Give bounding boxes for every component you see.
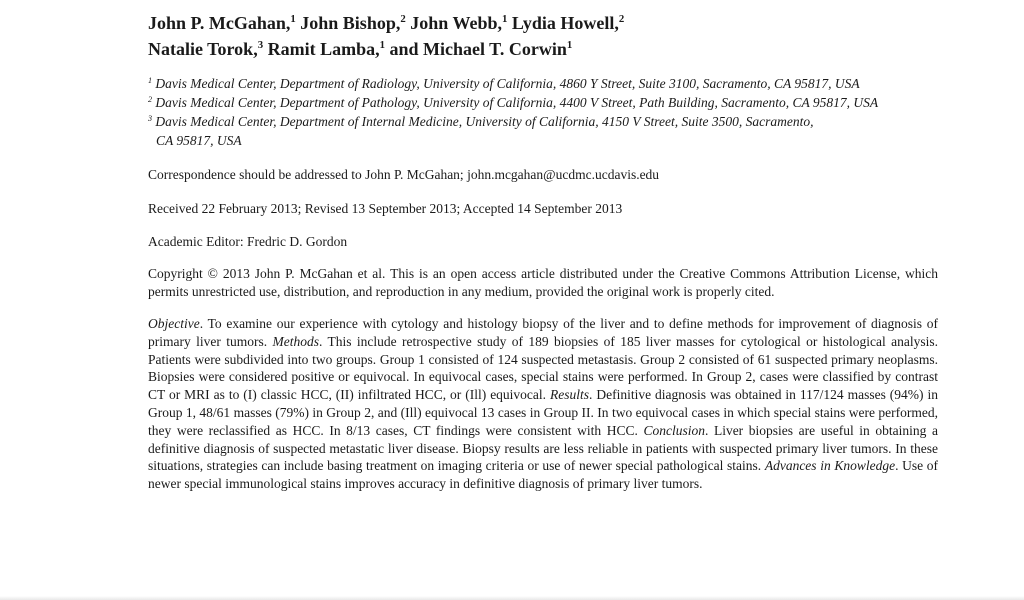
academic-editor: Academic Editor: Fredric D. Gordon — [148, 234, 348, 249]
author-list — [148, 10, 938, 62]
abstract-results: . Definitive diagnosis was obtained in 117/124 masses (94%) in Group 1, 48/61 masses (79%) in Group 2, and (Ill) equivocal 13 cases in Group II. In two equivocal cases in which special stains were performed, they were reclassified as HCC. In 8/13 cases, CT findings were consistent with HCC. — [148, 387, 938, 438]
author: John P. McGahan,$^1$ — [148, 13, 296, 33]
author: Natalie Torok,$^3$ — [148, 39, 264, 59]
affiliation-2: $^2$ Davis Medical Center, Department of Pathology, University of California, 4400 V Street, Path Building, Sacramento, CA 95817, USA — [148, 94, 879, 110]
copyright-notice: Copyright © 2013 John P. McGahan et al. This is an open access article distributed under the Creative Commons Attribution License, which permits unrestricted use, distribution, and reproduction in any medium, provided the original work is properly cited. — [148, 266, 938, 299]
affiliation-3-continued: CA 95817, USA — [156, 133, 242, 148]
abstract-advances: . Use of newer special immunological stains improves accuracy in definitive diagnosis of primary liver tumors. — [148, 458, 938, 492]
affiliations — [148, 74, 938, 150]
abstract-objective: . To examine our experience with cytology and histology biopsy of the liver and to define methods for improvement of diagnosis of primary liver tumors. — [148, 316, 938, 349]
author: John Webb,$^1$ — [410, 13, 508, 33]
page-bottom-edge — [0, 596, 1024, 600]
abstract-methods-label: Methods — [272, 333, 319, 349]
abstract — [148, 315, 938, 493]
author-line-1 — [148, 10, 938, 36]
affiliation-3: $^3$ Davis Medical Center, Department of Internal Medicine, University of California, 4150 V Street, Suite 3500, Sacramento, — [148, 113, 814, 129]
received-dates: Received 22 February 2013; Revised 13 September 2013; Accepted 14 September 2013 — [148, 201, 623, 216]
author-line-2 — [148, 36, 938, 62]
abstract-conclusion-label: Conclusion — [643, 422, 705, 438]
abstract-methods: . This include retrospective study of 189 biopsies of 185 liver masses for cytological or histological analysis. Patients were subdivided into two groups. Group 1 consisted of 124 suspected metastasis. Group 2 consisted of 61 suspected primary neoplasms. Biopsies were considered positive or equivocal. In equivocal cases, special stains were performed. In Group 2, cases were classified by contrast CT or MRI as to (I) classic HCC, (II) infiltrated HCC, or (Ill) equivocal. — [148, 333, 938, 403]
article-front-matter — [148, 10, 938, 506]
abstract-objective-label: Objective — [148, 316, 200, 331]
author: John Bishop,$^2$ — [300, 13, 406, 33]
author: Lydia Howell,$^2$ — [511, 13, 625, 33]
affiliation-1: $^1$ Davis Medical Center, Department of Radiology, University of California, 4860 Y Street, Suite 3100, Sacramento, CA 95817, USA — [148, 75, 860, 91]
abstract-advances-label: Advances in Knowledge — [764, 458, 896, 474]
abstract-conclusion: . Liver biopsies are useful in obtaining a definitive diagnosis of suspected metastatic liver disease. Biopsy results are less reliable in patients with suspected primary liver tumors. In these situations, strategies can include basing treatment on imaging criteria or use of newer special pathological stains. — [148, 422, 938, 474]
author: and Michael T. Corwin$^1$ — [389, 39, 573, 59]
abstract-results-label: Results — [550, 387, 590, 403]
correspondence: Correspondence should be addressed to John P. McGahan; john.mcgahan@ucdmc.ucdavis.edu — [148, 167, 660, 182]
author: Ramit Lamba,$^1$ — [267, 39, 385, 59]
